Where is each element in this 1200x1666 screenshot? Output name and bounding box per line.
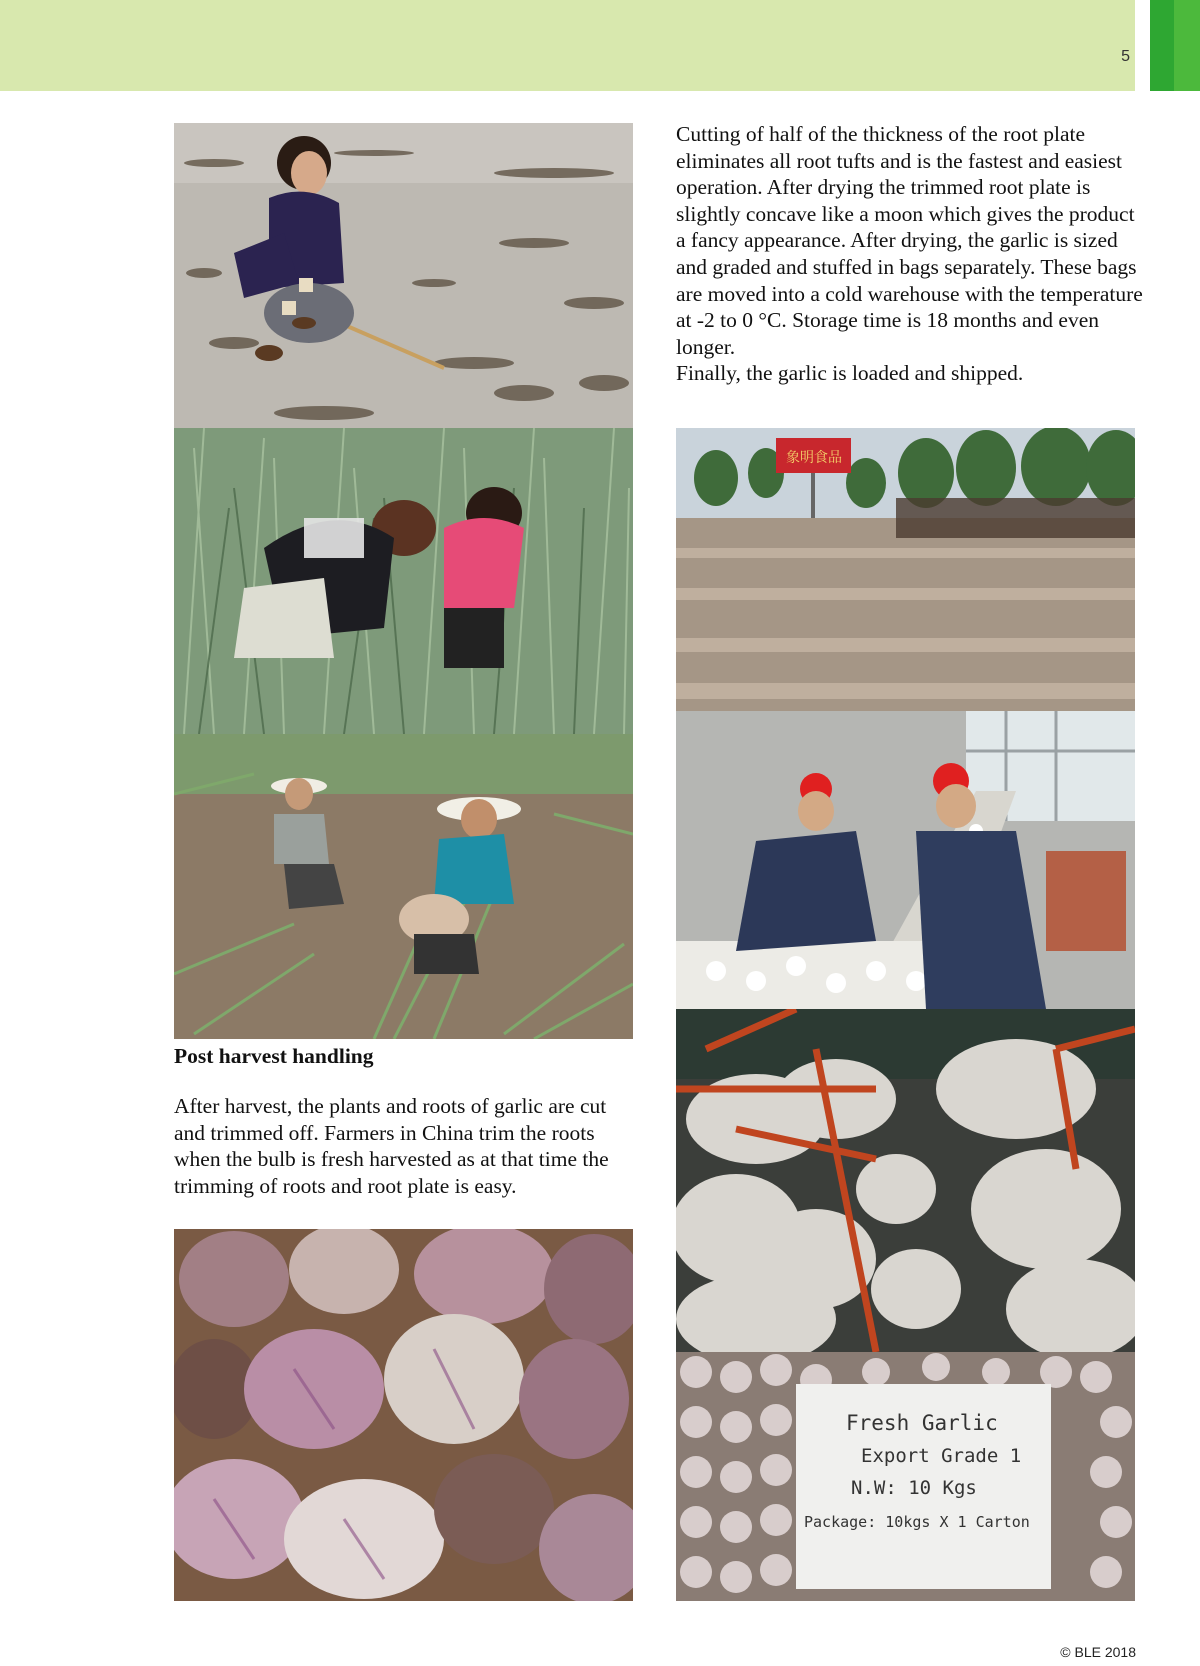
- sign-line-2: Export Grade 1: [861, 1445, 1022, 1467]
- sign-line-1: Fresh Garlic: [846, 1411, 998, 1435]
- photo-garlic-bulbs: [174, 1229, 633, 1601]
- shipping-paragraph: Finally, the garlic is loaded and shipped.: [676, 361, 1024, 386]
- photo-cold-warehouse-bags: [676, 1009, 1135, 1352]
- header-band: [0, 0, 1135, 91]
- sign-line-3: N.W: 10 Kgs: [851, 1477, 977, 1499]
- page-number: 5: [1121, 48, 1130, 65]
- photo-farmers-with-garlic-bundle: [174, 734, 633, 1039]
- header-accent-stripe: [1150, 0, 1174, 91]
- right-text-block: [676, 121, 1146, 387]
- photo-fresh-garlic-sign: [676, 1352, 1135, 1601]
- processing-paragraph: Cutting of half of the thickness of the root plate eliminates all root tufts and is the fastest and easiest operation. After drying the trimmed root plate is slightly concave like a moon which gives the product a fancy appearance. After drying, the garlic is sized and graded and stuffed in bags separately. These bags are moved into a cold warehouse with the temperature at -2 to 0 °C. Storage time is 18 months and even longer.: [676, 122, 1143, 359]
- sign-line-4: Package: 10kgs X 1 Carton: [804, 1513, 1030, 1531]
- copyright-footer: © BLE 2018: [1060, 1644, 1136, 1660]
- header-accent-stripe-2: [1174, 0, 1200, 91]
- post-harvest-paragraph: After harvest, the plants and roots of garlic are cut and trimmed off. Farmers in China trim the roots when the bulb is fresh harvested as at that time the trimming of roots and root plate is easy.: [174, 1094, 609, 1198]
- billboard-text: 象明食品: [786, 450, 842, 466]
- photo-garlic-drying-yard: [676, 428, 1135, 711]
- left-paragraph: [174, 1093, 633, 1199]
- photo-women-harvesting-garlic: [174, 428, 633, 734]
- photo-woman-in-field: [174, 123, 633, 428]
- section-heading: Post harvest handling: [174, 1044, 374, 1068]
- photo-workers-sorting-garlic: [676, 711, 1135, 1009]
